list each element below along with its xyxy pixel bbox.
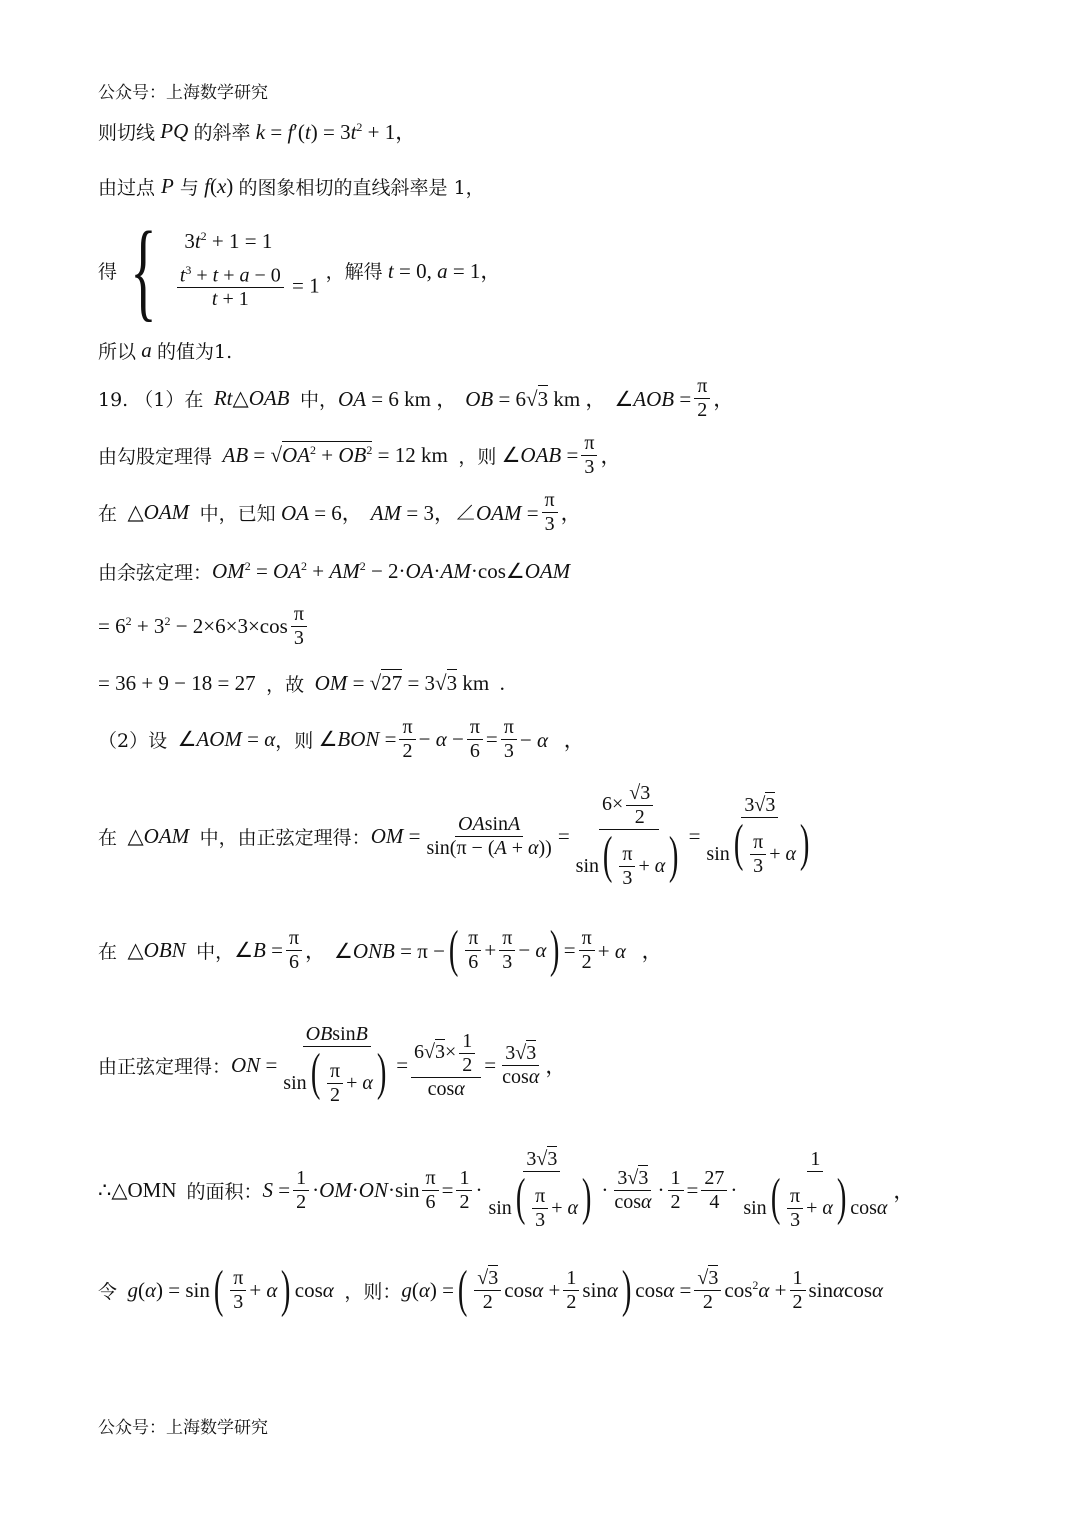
line-pythagoras: 由勾股定理得 AB = $√OA^2 + OB^2 = 12$ km ，则 ∠OAB = $\frac{\pi}{3}$ ， [98, 431, 622, 478]
frac-pi-over-3: $\frac{\pi}{3}$ [291, 603, 307, 650]
frac-obsinb: OBsinB sin( $\frac{\pi}{2}$ + α) [283, 1022, 387, 1107]
text-and: 与 [179, 177, 199, 199]
text-prefix: 19. （1）在 [98, 388, 204, 411]
frac-6-root3: 6× $\frac{√3}{2}$ sin( $\frac{\pi}{3}$ + α) [575, 781, 679, 890]
math-obn: △OBN [117, 937, 186, 962]
line-slope-pq [98, 116, 416, 146]
text-ze: ，则 [458, 445, 497, 468]
text-prefix: 由过点 [98, 177, 156, 199]
line-area: ∴△OMN 的面积： S = $\frac{1}{2}$ ·OM·ON·sin $\frac{\pi}{6}$ = $\frac{1}{2}$ · 3√3 sin( $\frac{\pi}{3}$ + α) · $\frac{3√3}{\cos\alpha}$ · $\frac{1}{2}$ = $\frac{27}{4}$ · 1 sin( $\frac{\pi}{3}$ + α) cosα ， [98, 1147, 915, 1232]
line-om-value [98, 670, 505, 697]
text-prefix: （2）设 [98, 729, 168, 752]
frac-pi-over-2: $\frac{\pi}{2}$ [694, 375, 710, 422]
math-g-expand: g(α) = [401, 1277, 454, 1302]
text-zhong: 中， [300, 388, 339, 411]
line-sine-law-on: 由正弦定理得： ON = OBsinB sin( $\frac{\pi}{2}$ + α) = 6√3× $\frac{1}{2}$ cosα = $\frac{3√3}{\cos\alpha}$ ， [98, 1022, 567, 1107]
line-triangle-obn: 在 △OBN 中， ∠B = $\frac{\pi}{6}$ ， ∠ONB = π − ( $\frac{\pi}{6}$ + $\frac{\pi}{3}$ − α ) = $\frac{\pi}{2}$ + α ， [98, 921, 663, 978]
frac-3root3-cos: $\frac{3√3}{\cos\alpha}$ [502, 1041, 540, 1088]
math-a: a [136, 338, 158, 362]
math-angle-oab: ∠OAB = [496, 442, 579, 467]
text-prefix: 所以 [98, 341, 137, 363]
text-gu: ，故 [266, 674, 305, 696]
header-watermark: 公众号：上海数学研究 [98, 83, 268, 103]
frac-pi-over-3: $\frac{\pi}{3}$ [581, 432, 597, 479]
math-k-eq: $k = f'(t) = 3t^2 + 1$， [255, 120, 417, 144]
footer-watermark: 公众号：上海数学研究 [98, 1418, 268, 1438]
frac-3-root3: 3√3 sin( $\frac{\pi}{3}$ + α) [706, 793, 810, 878]
math-om-expr: OM = [370, 823, 421, 848]
text-prefix: 在 [98, 940, 118, 963]
math-on: ON = [231, 1052, 278, 1077]
math-fx: f(x) [204, 174, 239, 198]
text-prefix: 由余弦定理： [98, 562, 213, 584]
text-area: 的面积： [186, 1180, 263, 1203]
line-triangle-oam: 在 △OAM 中，已知 OA = 6， AM = 3，∠OAM = $\frac{\pi}{3}$ ， [98, 488, 582, 535]
math-ab: AB = $√OA^2 + OB^2 = 12$ km [222, 442, 459, 467]
text-tail: 的图象相切的直线斜率是 1， [238, 177, 485, 199]
text-zhong: 中，由正弦定理得： [199, 826, 371, 849]
math-solution: t = 0, a = 1， [387, 259, 502, 283]
text-ze: ，则： [344, 1280, 402, 1303]
brace-glyph: { [130, 209, 157, 331]
line-tangent-condition [98, 173, 485, 200]
math-cosine-law: $OM^2 = OA^2 + AM^2$ − 2·OA·AM·cos∠OAM [212, 559, 571, 583]
math-aom: ∠AOM = α [167, 726, 276, 751]
text-prefix: 由勾股定理得 [98, 445, 213, 468]
math-rt-oab: Rt△OAB [213, 385, 290, 410]
text-de: 得 [98, 260, 118, 283]
eq-second: $\frac{t^3 + t + a - 0}{t + 1}$ = 1 [174, 264, 320, 312]
line-system [98, 209, 502, 331]
math-oam: △OAM [117, 499, 190, 524]
math-pq: PQ [155, 118, 194, 143]
frac-oasina: $\frac{OAsinA}{\sin(\pi - (A + \alpha))}$ [426, 812, 552, 859]
line-cosine-law [98, 558, 570, 585]
text-jie: ，解得 [325, 260, 383, 283]
math-p: P [161, 174, 174, 198]
text-zhong: 中， [196, 940, 235, 963]
math-therefore-omn: ∴△OMN [98, 1177, 177, 1202]
line-conclusion-a [98, 337, 232, 364]
line-part2-setup: （2）设 ∠AOM = α ，则 ∠BON = $\frac{\pi}{2}$ − α − $\frac{\pi}{6}$ = $\frac{\pi}{3}$ − α ， [98, 715, 585, 762]
math-angle-b: ∠B = [234, 937, 283, 962]
math-given: OA = 6 km ， OB = 6√3 km ， ∠AOB = [338, 387, 692, 411]
line-cosine-sub [98, 603, 310, 649]
line-sine-law-om: 在 △OAM 中，由正弦定理得： OM = $\frac{OAsinA}{\sin(\pi - (A + \alpha))}$ = 6× $\frac{√3}{2}$ sin( $\frac{\pi}{3}$ + α) = 3√3 sin( $\frac{\pi}{3}$ + α) [98, 780, 819, 892]
math-g-def: g(α) = sin [127, 1277, 210, 1302]
text-zhong: 中，已知 [199, 502, 276, 525]
text-ze: ，则 [275, 729, 314, 752]
math-bon: ∠BON = [313, 726, 397, 751]
text-prefix: 由正弦定理得： [98, 1055, 232, 1078]
text-prefix: 在 [98, 826, 118, 849]
math-known: OA = 6， AM = 3，∠OAM = [280, 501, 539, 525]
frac-pi-over-3: $\frac{\pi}{3}$ [542, 489, 558, 536]
text-prefix: 在 [98, 502, 118, 525]
math-om: OM = √27 = 3√3 km . [314, 671, 505, 695]
frac-6root3-half: 6√3× $\frac{1}{2}$ cosα [411, 1030, 481, 1101]
eq-first: $3t^2 + 1 = 1$ [173, 228, 273, 253]
equation-system [174, 229, 320, 312]
math-36: = 36 + 9 − 18 = 27 [98, 671, 267, 695]
line-g-alpha: 令 g(α) = sin ( $\frac{\pi}{3}$ + α ) cosα ，则： g(α) = ( $\frac{√3}{2}$ cosα + $\frac{1}{2}$ sinα ) cosα = $\frac{√3}{2}$ $\cos^2\alpha$ + $\frac{1}{2}$ sinαcosα [98, 1261, 884, 1318]
text-tail: 的值为1. [157, 341, 233, 363]
text-prefix: 则切线 [98, 121, 156, 144]
line-q19-given: 19. （1）在 Rt△OAB 中， OA = 6 km ， OB = 6√3 km ， ∠AOB = $\frac{\pi}{2}$ ， [98, 374, 735, 421]
text-prefix: 令 [98, 1280, 118, 1303]
math-s: S = [262, 1177, 291, 1202]
math-sub: = $6^2 + 3^2 - 2\times 6\times 3\times\cos$ [98, 613, 288, 638]
text-slope: 的斜率 [193, 121, 251, 144]
math-oam: △OAM [117, 823, 190, 848]
